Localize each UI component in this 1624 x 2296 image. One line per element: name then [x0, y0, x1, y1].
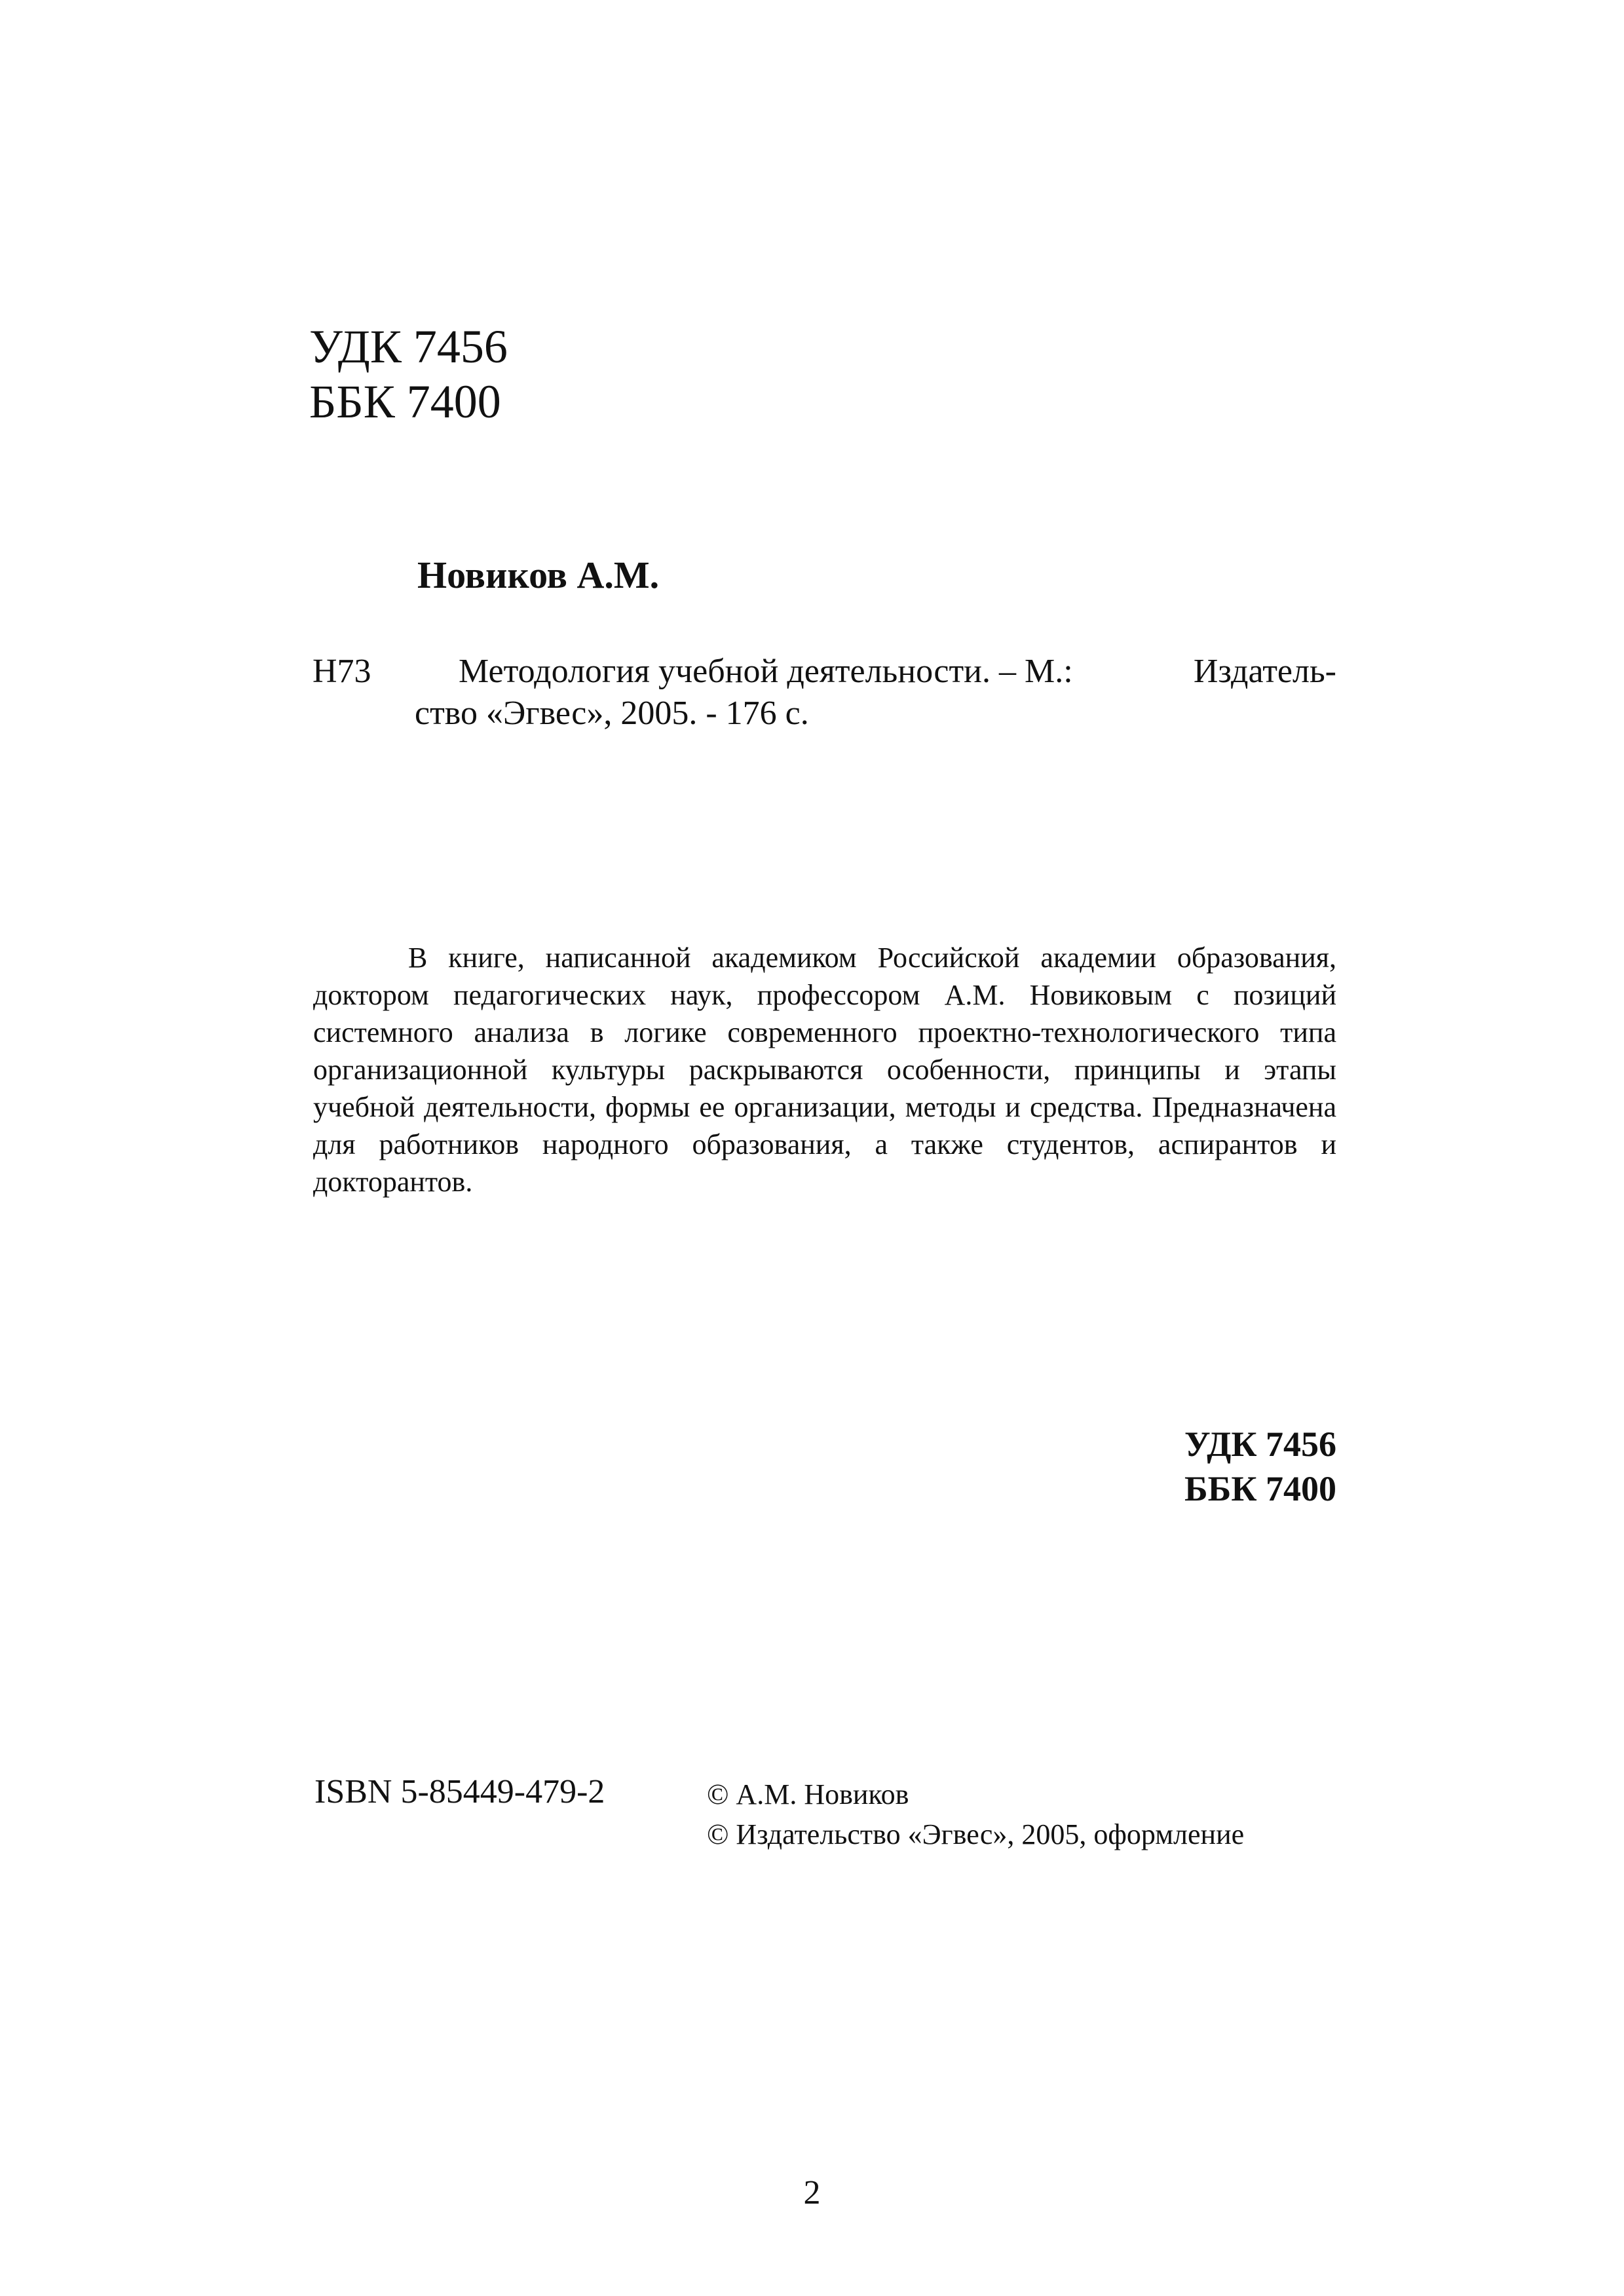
- annotation-paragraph: В книге, написанной академиком Российской академии образования, доктором педагогических наук, профессором А.М. Новиковым с позиций системного анализа в логике современного проектно-технологического типа организационной культуры раскрываются особенности, принципы и этапы учебной деятельности, формы ее организации, методы и средства. Предназначена для работников народного образования, а также студентов, аспирантов и докторантов.: [313, 942, 1336, 1198]
- bibliographic-publisher-start: Издатель-: [1193, 653, 1336, 690]
- classification-block-top: [309, 319, 508, 429]
- bibliographic-description: [415, 651, 1336, 735]
- udk-code: УДК 7456: [309, 320, 508, 373]
- author-name: Новиков А.М.: [417, 554, 660, 596]
- copyright-block: [707, 1774, 1244, 1854]
- copyright-author: © А.М. Новиков: [707, 1778, 909, 1810]
- bibliographic-line-1: [459, 651, 1336, 693]
- bibliographic-line-2: ство «Эгвес», 2005. - 176 с.: [415, 695, 809, 732]
- classification-block-bottom: [1184, 1422, 1336, 1511]
- bbk-code: ББК 7400: [309, 375, 501, 428]
- bibliographic-title: Методология учебной деятельности. – М.:: [459, 653, 1073, 690]
- udk-code-bottom: УДК 7456: [1184, 1425, 1336, 1464]
- isbn: ISBN 5-85449-479-2: [314, 1773, 605, 1810]
- bbk-code-bottom: ББК 7400: [1184, 1469, 1336, 1508]
- page-number: 2: [803, 2174, 821, 2211]
- cutter-code: Н73: [312, 653, 371, 690]
- copyright-publisher: © Издательство «Эгвес», 2005, оформление: [707, 1818, 1245, 1850]
